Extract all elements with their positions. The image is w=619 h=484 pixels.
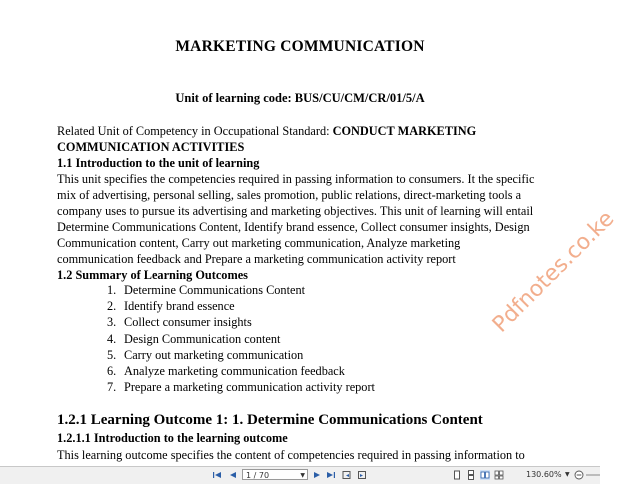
outcomes-list	[107, 282, 375, 395]
paragraph-line: company uses to pursue its advertising and marketing objectives. This unit of learning will entail	[57, 204, 534, 218]
page-number-input[interactable]	[242, 469, 308, 480]
paragraph-line: This unit specifies the competencies required in passing information to consumers. It the specific	[57, 172, 535, 186]
list-item: 1. Determine Communications Content	[107, 283, 306, 297]
zoom-out-icon[interactable]	[574, 470, 584, 480]
continuous-icon[interactable]	[466, 470, 476, 480]
list-item: 3. Collect consumer insights	[107, 315, 252, 330]
zoom-level[interactable]: 130.60%	[526, 470, 562, 479]
learning-outcome-1-heading: 1.2.1 Learning Outcome 1: 1. Determine Communications Content	[57, 412, 483, 428]
next-page-icon[interactable]	[312, 470, 322, 480]
single-page-icon[interactable]	[452, 470, 462, 480]
paragraph-line: communication feedback and Prepare a marketing communication activity report	[57, 252, 456, 266]
related-unit-bold-1: CONDUCT MARKETING	[332, 124, 477, 138]
paragraph-line: Determine Communications Content, Identify brand essence, Collect consumer insights, Design	[57, 220, 530, 234]
section-1-2-heading: 1.2 Summary of Learning Outcomes	[57, 268, 248, 282]
page-dropdown-icon[interactable]: ▼	[300, 472, 305, 479]
section-1-1-heading: 1.1 Introduction to the unit of learning	[57, 156, 260, 170]
page-number-value: 1 / 70	[246, 471, 270, 480]
list-item: 4. Design Communication content	[107, 331, 281, 346]
last-page-icon[interactable]	[326, 470, 336, 480]
paragraph-line: This learning outcome specifies the content of competencies required in passing information to	[57, 448, 525, 462]
lo1-intro-heading: 1.2.1.1 Introduction to the learning outcome	[57, 431, 288, 445]
facing-icon[interactable]	[480, 470, 490, 480]
document-title: MARKETING COMMUNICATION	[175, 38, 425, 55]
watermark: Pdfnotes.co.ke	[488, 206, 619, 338]
related-unit-bold-2: COMMUNICATION ACTIVITIES	[57, 140, 245, 154]
paragraph-line: Communication content, Carry out marketing communication, Analyze marketing	[57, 236, 461, 250]
paragraph-line: mix of advertising, personal selling, sales promotion, public relations, direct-marketing tools a	[57, 188, 522, 202]
first-page-icon[interactable]	[212, 470, 222, 480]
prev-page-icon[interactable]	[228, 470, 238, 480]
list-item: 2. Identify brand essence	[107, 299, 235, 314]
cover-icon[interactable]	[494, 470, 504, 480]
related-unit-line	[57, 123, 476, 139]
forward-icon[interactable]	[357, 470, 367, 480]
zoom-slider-icon[interactable]	[586, 470, 600, 480]
list-item: 6. Analyze marketing communication feedback	[107, 364, 345, 379]
list-item: 5. Carry out marketing communication	[107, 347, 304, 362]
zoom-dropdown-icon[interactable]: ▼	[565, 471, 570, 478]
list-item: 7. Prepare a marketing communication activity report	[107, 380, 375, 395]
pdf-toolbar	[0, 466, 600, 484]
back-icon[interactable]	[342, 470, 352, 480]
related-unit-prefix: Related Unit of Competency in Occupational Standard:	[57, 124, 333, 138]
unit-code: Unit of learning code: BUS/CU/CM/CR/01/5/A	[175, 91, 425, 105]
